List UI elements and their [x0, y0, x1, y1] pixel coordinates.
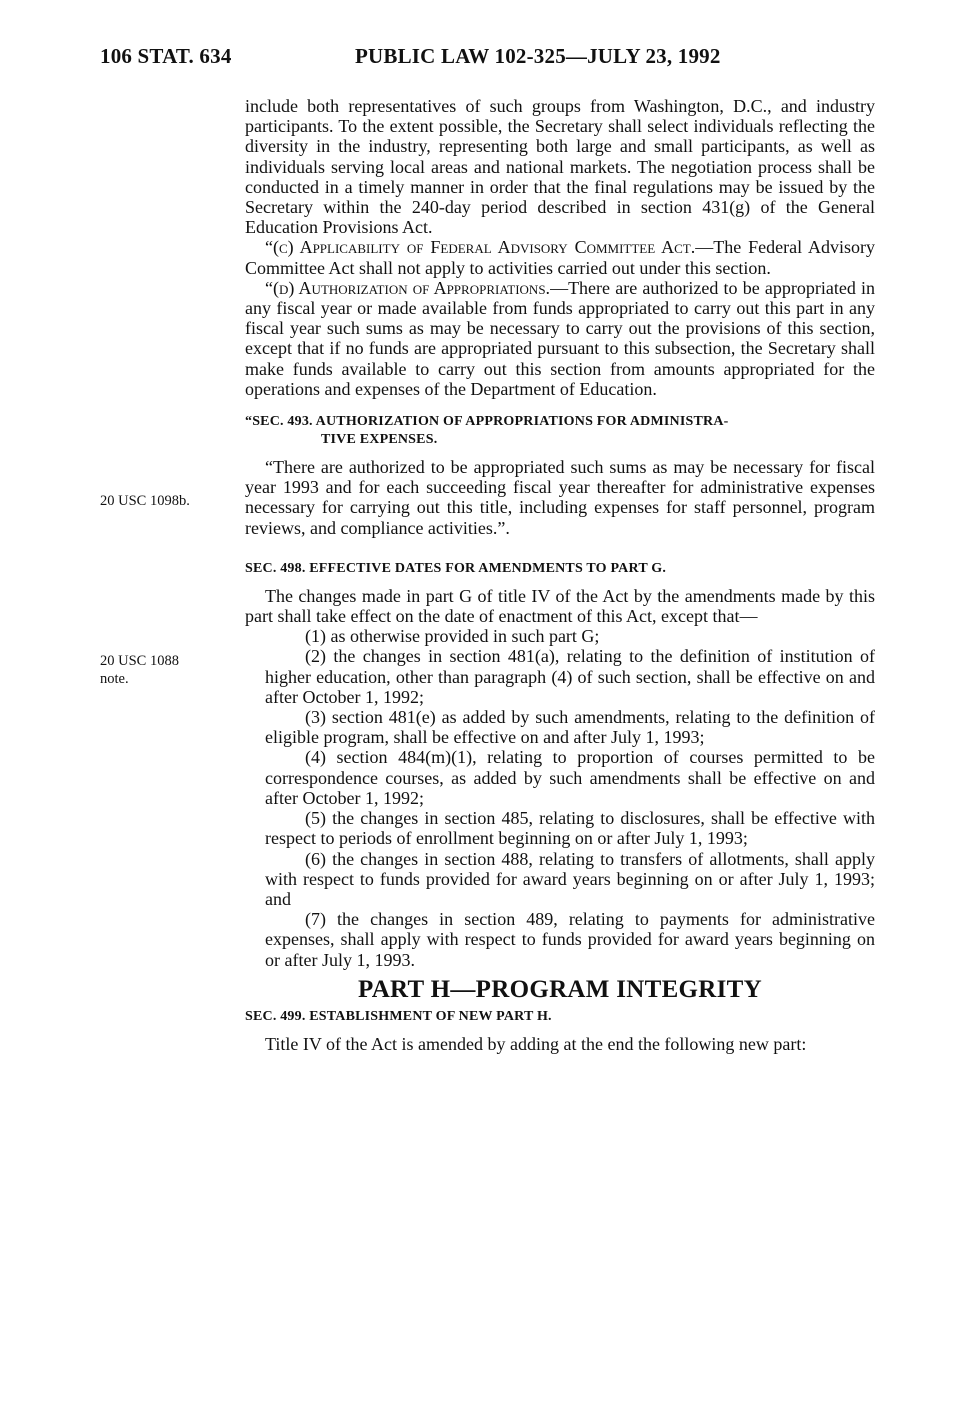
- margin-note-1098b: [100, 492, 240, 510]
- part-h-title: PART H—PROGRAM INTEGRITY: [357, 975, 763, 1003]
- sec-498-item-2: (2) the changes in section 481(a), relating to the definition of institution of higher education, other than paragraph (4) of such section, shall be effective on and after October 1, 1992;: [265, 646, 875, 707]
- sec-498-item-5: (5) the changes in section 485, relating to disclosures, shall be effective with respect to periods of enrollment beginning on or after July 1, 1993;: [265, 808, 875, 849]
- subsection-d-text: —There are authorized to be appropriated in any fiscal year or made available from funds appropriated to carry out this part in any fiscal year such sums as may be necessary to carry out the provisions of this section, except that if no funds are appropriated pursuant to this subsection, the Secretary shall make funds available to carry out this section from amounts appropriated for the operations and expenses of the Department of Education.: [245, 277, 875, 399]
- sec-498-item-1: (1) as otherwise provided in such part G;: [305, 626, 600, 647]
- intro-paragraph: include both representatives of such groups from Washington, D.C., and industry participants. To the extent possible, the Secretary shall select individuals reflecting the diversity in the industry, representing both large and small participants, as well as individuals serving local areas and national markets. The negotiation process shall be conducted in a timely manner in order that the final regulations may be issued by the Secretary within the 240-day period described in section 431(g) of the General Education Provisions Act.: [245, 96, 875, 238]
- subsection-c-text: —The Federal Advisory Committee Act shall not apply to activities carried out under this section.: [245, 237, 875, 278]
- margin-note-1088-line1: 20 USC 1088: [100, 653, 179, 669]
- public-law-title: PUBLIC LAW 102-325—JULY 23, 1992: [355, 44, 721, 68]
- margin-note-1088: [100, 652, 240, 688]
- sec-498-heading: SEC. 498. EFFECTIVE DATES FOR AMENDMENTS TO PART G.: [245, 560, 667, 576]
- sec-493-text: “There are authorized to be appropriated such sums as may be necessary for fiscal year 1993 and for each succeeding fiscal year thereafter for administrative expenses necessary for carrying out this title, including expenses for staff personnel, program reviews, and compliance activities.”.: [245, 457, 875, 538]
- sec-499-text: Title IV of the Act is amended by adding at the end the following new part:: [265, 1033, 807, 1054]
- sec-498-item-4: (4) section 484(m)(1), relating to proportion of courses permitted to be correspondence courses, as added by such amendments shall be effective on and after October 1, 1992;: [265, 747, 875, 808]
- sec-498-item-3: (3) section 481(e) as added by such amendments, relating to the definition of eligible program, shall be effective on and after July 1, 1993;: [265, 707, 875, 748]
- sec-498-item-6: (6) the changes in section 488, relating to transfers of allotments, shall apply with respect to funds provided for award years beginning on or after July 1, 1993; and: [265, 848, 875, 909]
- subsection-d-heading: “(d) Authorization of Appropriations.: [265, 277, 551, 298]
- sec-498-intro: The changes made in part G of title IV of the Act by the amendments made by this part shall take effect on the date of enactment of this Act, except that—: [245, 585, 875, 627]
- sec-493-heading-line1: “SEC. 493. AUTHORIZATION OF APPROPRIATIONS FOR ADMINISTRA-: [245, 414, 729, 430]
- page-body: [245, 96, 875, 1054]
- subsection-c: [245, 237, 875, 277]
- margin-note-1088-line2: note.: [100, 671, 129, 687]
- subsection-c-heading: “(c) Applicability of Federal Advisory Committee Act.: [265, 237, 696, 258]
- margin-note-1098b-text: 20 USC 1098b.: [100, 493, 190, 509]
- sec-493-heading: [245, 413, 875, 449]
- sec-499-heading: SEC. 499. ESTABLISHMENT OF NEW PART H.: [245, 1008, 552, 1024]
- sec-498-item-7: (7) the changes in section 489, relating to payments for administrative expenses, shall apply with respect to funds provided for award years beginning on or after July 1, 1993.: [265, 909, 875, 970]
- statute-page-number: 106 STAT. 634: [100, 44, 232, 68]
- subsection-d: [245, 278, 875, 399]
- sec-493-heading-line2: TIVE EXPENSES.: [321, 432, 438, 448]
